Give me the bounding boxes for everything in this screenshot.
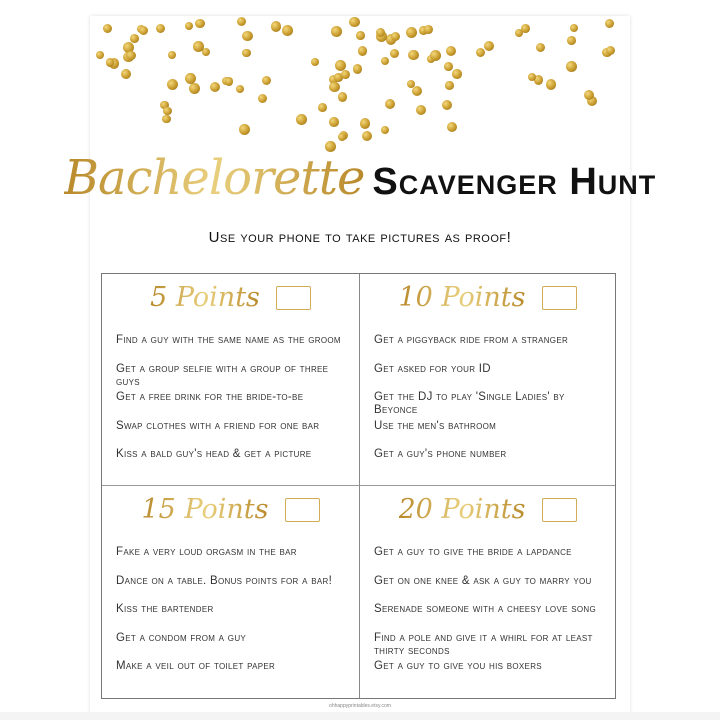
confetti-dot — [390, 49, 399, 58]
confetti-dot — [430, 50, 441, 61]
confetti-dot — [96, 51, 104, 59]
confetti-dot — [521, 24, 530, 33]
page-title — [0, 150, 720, 206]
list-item: Find a guy with the same name as the groom — [116, 334, 341, 346]
confetti-dot — [445, 81, 454, 90]
confetti-dot — [353, 64, 363, 74]
confetti-dot — [271, 21, 281, 31]
list-item: Dance on a table. Bonus points for a bar! — [116, 574, 333, 587]
confetti-dot — [349, 17, 359, 27]
confetti-dot — [167, 79, 178, 90]
score-checkbox[interactable] — [276, 286, 311, 310]
confetti-dot — [103, 24, 112, 33]
confetti-dot — [189, 83, 200, 94]
confetti-dot — [416, 105, 426, 115]
confetti-dot — [362, 131, 372, 141]
confetti-dot — [376, 28, 385, 37]
confetti-dot — [408, 50, 418, 60]
confetti-dot — [567, 36, 576, 45]
confetti-dot — [391, 32, 400, 41]
confetti-dot — [126, 51, 136, 61]
confetti-dot — [442, 100, 452, 110]
confetti-dot — [385, 99, 395, 109]
confetti-dot — [242, 31, 252, 41]
confetti-dot — [242, 49, 250, 57]
confetti-dot — [311, 58, 319, 66]
confetti-dot — [341, 70, 350, 79]
list-item: Find a pole and give it a whirl for at least thirty seconds — [374, 631, 593, 657]
confetti-dot — [225, 77, 234, 86]
list-item: Use the men's bathroom — [374, 419, 497, 432]
confetti-dot — [606, 46, 615, 55]
task-list — [374, 334, 607, 477]
confetti-dot — [412, 86, 422, 96]
list-item: Get a free drink for the bride-to-be — [116, 391, 304, 403]
list-item: Fake a very loud orgasm in the bar — [116, 546, 297, 558]
task-list — [116, 546, 351, 689]
confetti-dot — [210, 82, 220, 92]
task-list — [116, 334, 351, 477]
section-heading: 5 Points — [150, 282, 260, 313]
list-item: Get a piggyback ride from a stranger — [374, 334, 569, 346]
confetti-dot — [162, 115, 171, 124]
confetti-dot — [193, 41, 203, 51]
list-item: Get a group selfie with a group of three guys — [116, 362, 329, 388]
confetti-dot — [329, 117, 339, 127]
section-heading: 15 Points — [141, 494, 269, 525]
list-item: Swap clothes with a friend for one bar — [116, 419, 320, 432]
score-checkbox[interactable] — [542, 286, 577, 310]
score-checkbox[interactable] — [542, 498, 577, 522]
confetti-dot — [381, 126, 389, 134]
section-heading: 20 Points — [398, 494, 526, 525]
list-item: Get the DJ to play 'Single Ladies' by Beyonce — [374, 391, 565, 416]
confetti-dot — [185, 73, 196, 84]
confetti-dot — [185, 22, 193, 30]
list-item: Get a guy to give the bride a lapdance — [374, 546, 572, 558]
section-heading: 10 Points — [398, 282, 526, 313]
title-brush: Scavenger Hunt — [372, 161, 657, 203]
list-item: Get a condom from a guy — [116, 631, 247, 644]
list-item: Get a guy to give you his boxers — [374, 660, 542, 672]
confetti-dot — [338, 92, 347, 101]
confetti-dot — [484, 41, 494, 51]
list-item: Kiss a bald guy's head & get a picture — [116, 448, 312, 460]
gold-confetti-decoration — [0, 0, 720, 160]
section-20-points — [360, 486, 615, 698]
confetti-dot — [236, 85, 244, 93]
confetti-dot — [358, 46, 367, 55]
confetti-dot — [360, 118, 371, 129]
confetti-dot — [406, 27, 417, 38]
confetti-dot — [282, 25, 293, 36]
section-10-points — [360, 274, 615, 486]
confetti-dot — [536, 43, 545, 52]
confetti-dot — [106, 58, 114, 66]
list-item: Get on one knee & ask a guy to marry you — [374, 574, 592, 587]
confetti-dot — [444, 62, 453, 71]
confetti-dot — [570, 24, 578, 32]
confetti-dot — [566, 61, 577, 72]
section-5-points — [102, 274, 360, 486]
task-list — [374, 546, 607, 689]
list-item: Serenade someone with a cheesy love song — [374, 603, 596, 615]
confetti-dot — [424, 25, 433, 34]
confetti-dot — [239, 124, 250, 135]
confetti-dot — [163, 107, 171, 115]
points-grid — [101, 273, 616, 699]
confetti-dot — [446, 46, 456, 56]
confetti-dot — [121, 69, 131, 79]
confetti-dot — [262, 76, 272, 86]
confetti-dot — [546, 79, 557, 90]
confetti-dot — [476, 48, 485, 57]
confetti-dot — [331, 26, 342, 37]
confetti-dot — [356, 31, 365, 40]
section-15-points — [102, 486, 360, 698]
confetti-dot — [329, 82, 340, 93]
confetti-dot — [296, 114, 307, 125]
confetti-dot — [338, 133, 346, 141]
list-item: Get a guy's phone number — [374, 448, 507, 460]
score-checkbox[interactable] — [285, 498, 320, 522]
confetti-dot — [156, 24, 165, 33]
footer-url: ohhappyprintables.etsy.com — [329, 703, 391, 709]
confetti-dot — [139, 26, 148, 35]
confetti-dot — [452, 69, 461, 78]
confetti-dot — [381, 57, 390, 66]
list-item: Kiss the bartender — [116, 603, 214, 615]
confetti-dot — [168, 51, 176, 59]
confetti-dot — [237, 17, 246, 26]
confetti-dot — [605, 19, 614, 28]
bottom-band — [0, 712, 720, 720]
confetti-dot — [202, 48, 210, 56]
confetti-dot — [318, 103, 327, 112]
list-item: Get asked for your ID — [374, 362, 491, 375]
confetti-dot — [195, 19, 205, 29]
confetti-dot — [258, 94, 267, 103]
confetti-dot — [447, 122, 457, 132]
subtitle: Use your phone to take pictures as proof! — [208, 229, 512, 246]
confetti-dot — [130, 34, 139, 43]
list-item: Make a veil out of toilet paper — [116, 660, 276, 672]
title-script: Bachelorette — [63, 150, 365, 206]
